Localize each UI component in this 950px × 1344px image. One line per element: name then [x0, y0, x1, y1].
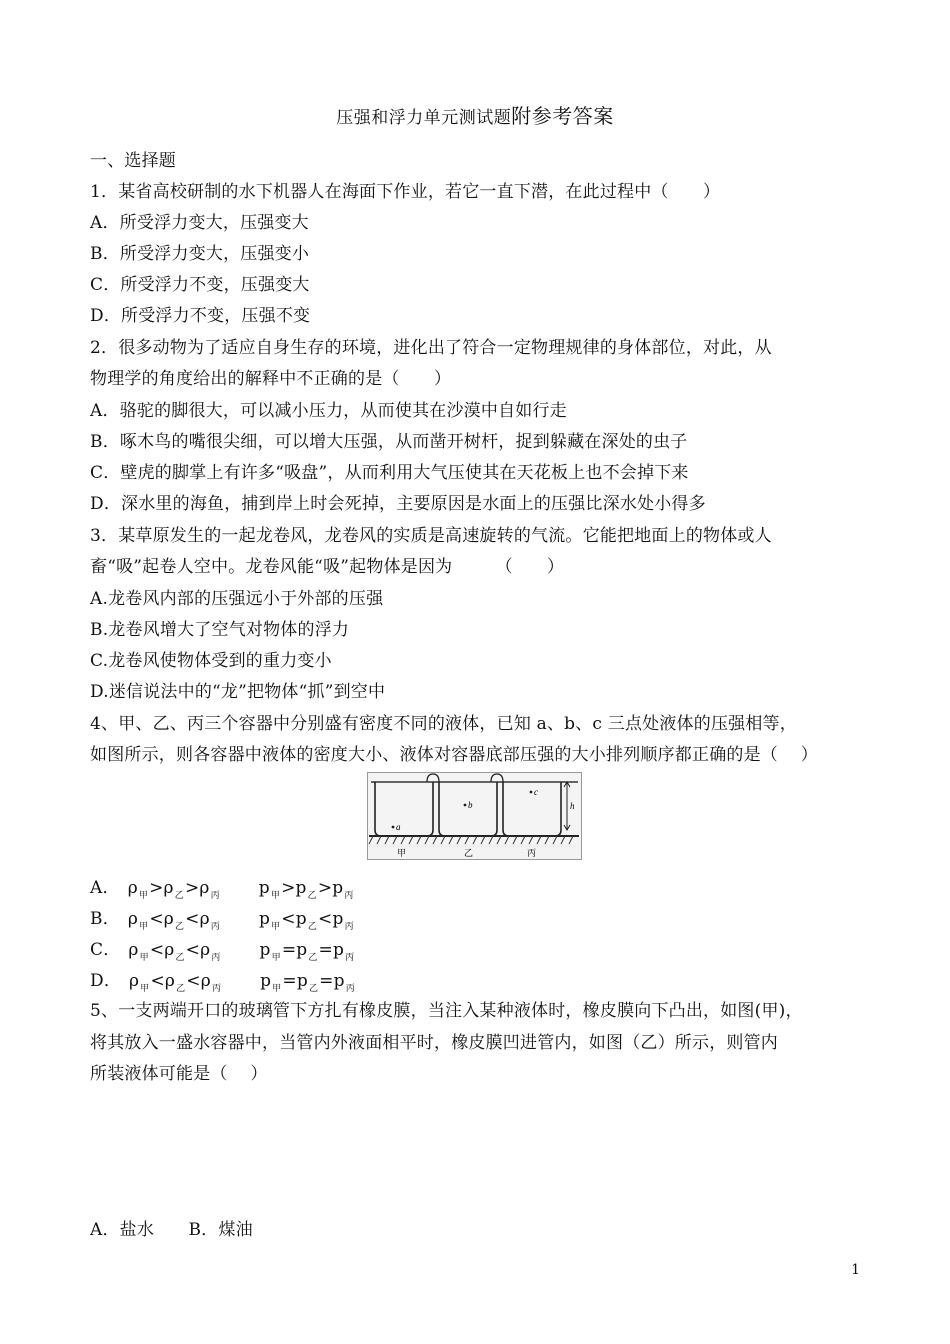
pressure-symbol: p	[260, 971, 272, 991]
question-5-options: A．盐水 B．煤油	[90, 1220, 253, 1240]
subscript: 丙	[211, 953, 221, 963]
relation: <ρ	[185, 940, 211, 960]
question-5-stem-line3: 所装液体可能是（ ）	[90, 1064, 268, 1084]
question-4-option-b	[90, 904, 355, 932]
relation: >ρ	[184, 878, 210, 898]
point-c-label: c	[534, 787, 538, 797]
container-yi-label: 乙	[464, 849, 474, 859]
relation: <p	[318, 909, 344, 929]
container-jia-label: 甲	[397, 849, 407, 859]
question-1-option-c: C．所受浮力不变，压强变大	[90, 275, 310, 295]
question-2-option-d: D．深水里的海鱼，捕到岸上时会死掉，主要原因是水面上的压强比深水处小得多	[90, 494, 706, 514]
relation: >ρ	[149, 878, 174, 898]
title-main: 压强和浮力单元测试题	[336, 108, 512, 128]
subscript: 甲	[140, 984, 150, 994]
subscript: 甲	[270, 891, 281, 901]
question-1-stem: 1．某省高校研制的水下机器人在海面下作业，若它一直下潜，在此过程中（ ）	[90, 182, 721, 202]
question-3-stem-line1: 3．某草原发生的一起龙卷风，龙卷风的实质是高速旋转的气流。它能把地面上的物体或人	[90, 526, 772, 546]
subscript: 甲	[271, 922, 281, 932]
question-2-stem-line2: 物理学的角度给出的解释中不正确的是（ ）	[90, 369, 452, 389]
relation: <ρ	[149, 909, 174, 929]
subscript: 乙	[307, 891, 317, 901]
relation: <ρ	[149, 940, 175, 960]
question-4-stem-line1: 4、甲、乙、丙三个容器中分别盛有密度不同的液体，已知 a、b、c 三点处液体的压强相等，	[90, 714, 797, 734]
subscript: 丙	[210, 922, 220, 932]
relation: <p	[281, 909, 307, 929]
question-2-option-c: C．壁虎的脚掌上有许多“吸盘”，从而利用大气压使其在天花板上也不会掉下来	[90, 463, 689, 483]
question-3-option-c: C.龙卷风使物体受到的重力变小	[90, 651, 332, 671]
question-3-option-d: D.迷信说法中的“龙”把物体“抓”到空中	[90, 682, 386, 702]
containers-figure	[367, 772, 582, 860]
relation: >p	[317, 878, 344, 898]
question-4-option-a	[90, 873, 355, 901]
subscript: 甲	[272, 984, 282, 994]
relation: <ρ	[186, 971, 211, 991]
option-letter: B．	[90, 909, 120, 929]
rho-symbol: ρ	[127, 909, 139, 929]
rho-symbol: ρ	[127, 878, 138, 898]
question-5-stem-line2: 将其放入一盛水容器中，当管内外液面相平时，橡皮膜凹进管内，如图（乙）所示，则管内	[90, 1033, 778, 1053]
subscript: 丙	[344, 922, 354, 932]
subscript: 丙	[345, 984, 355, 994]
page-title	[0, 100, 950, 129]
containers-diagram	[367, 772, 582, 860]
subscript: 乙	[176, 984, 186, 994]
question-5-stem-line1: 5、一支两端开口的玻璃管下方扎有橡皮膜，当注入某种液体时，橡皮膜向下凸出，如图(甲)，	[90, 1001, 803, 1021]
subscript: 乙	[307, 922, 318, 932]
option-letter: A．	[90, 878, 120, 898]
height-label: h	[570, 801, 575, 811]
question-3-stem-line2: 畜“吸”起卷人空中。龙卷风能“吸”起物体是因为 （ ）	[90, 557, 565, 577]
subscript: 丙	[345, 953, 355, 963]
section-heading: 一、选择题	[90, 151, 176, 171]
question-2-option-b: B．啄木鸟的嘴很尖细，可以增大压强，从而凿开树杆，捉到躲藏在深处的虫子	[90, 432, 688, 452]
subscript: 乙	[175, 953, 185, 963]
pressure-symbol: p	[259, 909, 271, 929]
rho-symbol: ρ	[129, 971, 140, 991]
subscript: 甲	[138, 891, 149, 901]
question-1-option-a: A．所受浮力变大，压强变大	[90, 213, 309, 233]
question-1-option-b: B．所受浮力变大，压强变小	[90, 244, 310, 264]
title-suffix: 附参考答案	[511, 104, 614, 128]
question-3-option-a: A.龙卷风内部的压强远小于外部的压强	[90, 589, 384, 609]
question-4-stem-line2: 如图所示，则各容器中液体的密度大小、液体对容器底部压强的大小排列顺序都正确的是（ ）	[90, 745, 819, 765]
subscript: 甲	[139, 922, 149, 932]
relation: >p	[281, 878, 307, 898]
subscript: 乙	[308, 984, 319, 994]
point-b-label: b	[468, 800, 473, 810]
subscript: 丙	[344, 891, 354, 901]
container-bing-label: 丙	[527, 849, 537, 859]
subscript: 甲	[139, 953, 149, 963]
subscript: 乙	[174, 922, 185, 932]
question-4-option-c	[90, 935, 355, 963]
question-1-option-d: D．所受浮力不变，压强不变	[90, 306, 311, 326]
relation: =p	[319, 971, 345, 991]
option-letter: C．	[90, 940, 121, 960]
subscript: 丙	[211, 984, 222, 994]
subscript: 乙	[308, 953, 318, 963]
question-3-option-b: B.龙卷风增大了空气对物体的浮力	[90, 620, 350, 640]
pressure-symbol: p	[259, 940, 271, 960]
page-number: 1	[851, 1262, 860, 1278]
pressure-symbol: p	[258, 878, 270, 898]
relation: <ρ	[150, 971, 176, 991]
point-a-label: a	[396, 822, 401, 832]
rho-symbol: ρ	[128, 940, 139, 960]
subscript: 甲	[271, 953, 281, 963]
relation: =p	[318, 940, 345, 960]
question-2-stem-line1: 2．很多动物为了适应自身生存的环境，进化出了符合一定物理规律的身体部位，对此，从	[90, 338, 772, 358]
question-4-option-d	[90, 966, 356, 994]
subscript: 乙	[174, 891, 184, 901]
question-2-option-a: A．骆驼的脚很大，可以减小压力，从而使其在沙漠中自如行走	[90, 401, 567, 421]
relation: =p	[281, 940, 308, 960]
subscript: 丙	[210, 891, 220, 901]
option-letter: D．	[90, 971, 122, 991]
relation: =p	[282, 971, 308, 991]
relation: <ρ	[185, 909, 210, 929]
